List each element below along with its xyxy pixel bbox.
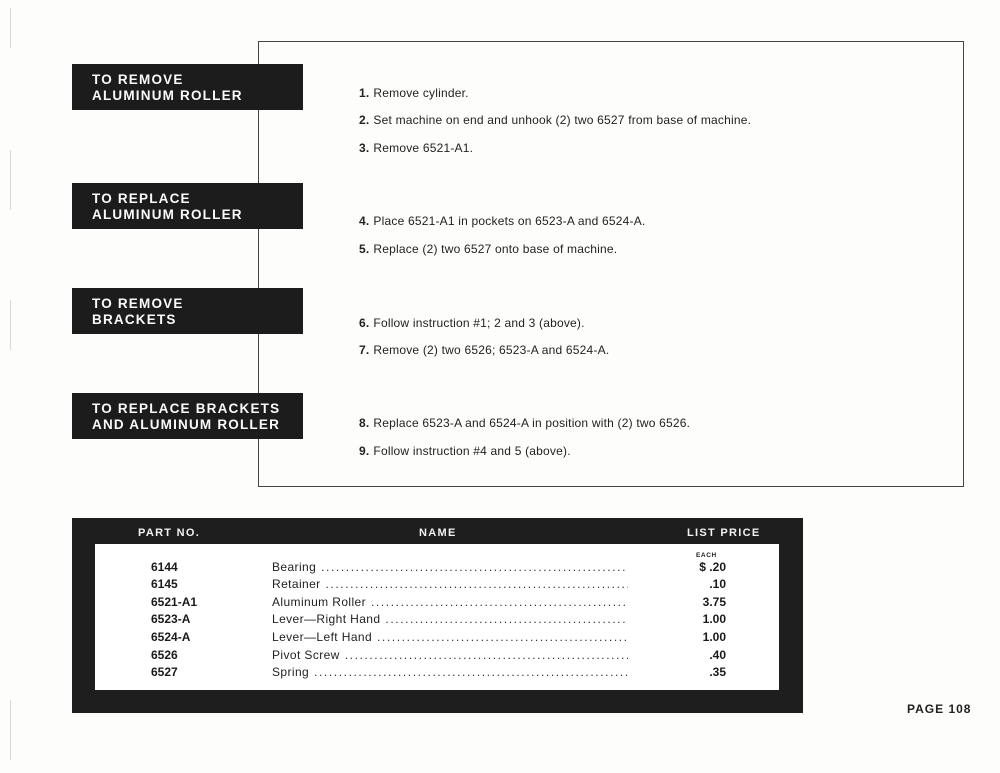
page-number: PAGE 108 [907,702,972,716]
instruction-step [359,316,585,330]
step-text: Replace (2) two 6527 onto base of machine. [373,242,618,256]
part-number: 6524-A [151,630,191,644]
step-number: 7. [359,343,370,357]
step-number: 1. [359,86,370,100]
heading-line: BRACKETS [92,312,177,327]
instruction-step [359,141,473,155]
step-text: Follow instruction #1; 2 and 3 (above). [373,316,585,330]
step-text: Remove cylinder. [373,86,469,100]
part-number: 6521-A1 [151,595,198,609]
table-row [0,560,1000,577]
part-number: 6145 [151,577,178,591]
step-number: 8. [359,416,370,430]
instruction-step [359,86,469,100]
instruction-step [359,113,751,127]
heading-line: TO REMOVE [92,296,184,311]
heading-line: TO REPLACE BRACKETS [92,401,281,416]
step-text: Replace 6523-A and 6524-A in position with (2) two 6526. [373,416,691,430]
instruction-step [359,343,609,357]
column-header-part-no: PART NO. [138,527,201,539]
part-price: .40 [709,648,726,662]
instruction-step [359,444,571,458]
step-text: Remove (2) two 6526; 6523-A and 6524-A. [373,343,610,357]
part-price: 1.00 [702,612,726,626]
column-header-name: NAME [419,527,457,539]
part-name: Aluminum Roller ..... [272,595,628,609]
step-number: 2. [359,113,370,127]
part-price: 3.75 [702,595,726,609]
step-number: 5. [359,242,370,256]
table-row [0,665,1000,682]
part-name: Lever—Right Hand ..... [272,612,628,626]
part-name: Spring ..... [272,665,628,679]
section-heading-remove-roller [72,64,303,110]
part-price: 1.00 [702,630,726,644]
table-row [0,612,1000,629]
part-name: Lever—Left Hand ..... [272,630,628,644]
part-price: .10 [709,577,726,591]
step-text: Remove 6521-A1. [373,141,474,155]
binder-mark [10,300,11,350]
instruction-step [359,214,645,228]
part-number: 6527 [151,665,178,679]
part-number: 6523-A [151,612,191,626]
part-name: Pivot Screw ..... [272,648,628,662]
part-price: $ .20 [699,560,726,574]
section-heading-replace-brackets-roller [72,393,303,439]
binder-mark [10,8,11,48]
column-header-list-price: LIST PRICE [687,527,761,539]
heading-line: AND ALUMINUM ROLLER [92,417,281,432]
part-number: 6144 [151,560,178,574]
step-text: Place 6521-A1 in pockets on 6523-A and 6524-A. [373,214,646,228]
heading-line: TO REMOVE [92,72,184,87]
section-heading-remove-brackets [72,288,303,334]
table-row [0,630,1000,647]
heading-line: ALUMINUM ROLLER [92,207,243,222]
step-number: 9. [359,444,370,458]
price-unit-label: EACH [696,552,717,559]
instruction-step [359,242,617,256]
table-row [0,648,1000,665]
part-number: 6526 [151,648,178,662]
binder-mark [10,700,11,760]
step-text: Set machine on end and unhook (2) two 6527 from base of machine. [373,113,752,127]
instruction-step [359,416,690,430]
binder-mark [10,150,11,210]
part-name: Bearing ..... [272,560,628,574]
step-text: Follow instruction #4 and 5 (above). [373,444,571,458]
step-number: 6. [359,316,370,330]
part-name: Retainer ..... [272,577,628,591]
part-price: .35 [709,665,726,679]
table-row [0,577,1000,594]
section-heading-replace-roller [72,183,303,229]
table-row [0,595,1000,612]
heading-line: ALUMINUM ROLLER [92,88,243,103]
heading-line: TO REPLACE [92,191,191,206]
step-number: 3. [359,141,370,155]
step-number: 4. [359,214,370,228]
